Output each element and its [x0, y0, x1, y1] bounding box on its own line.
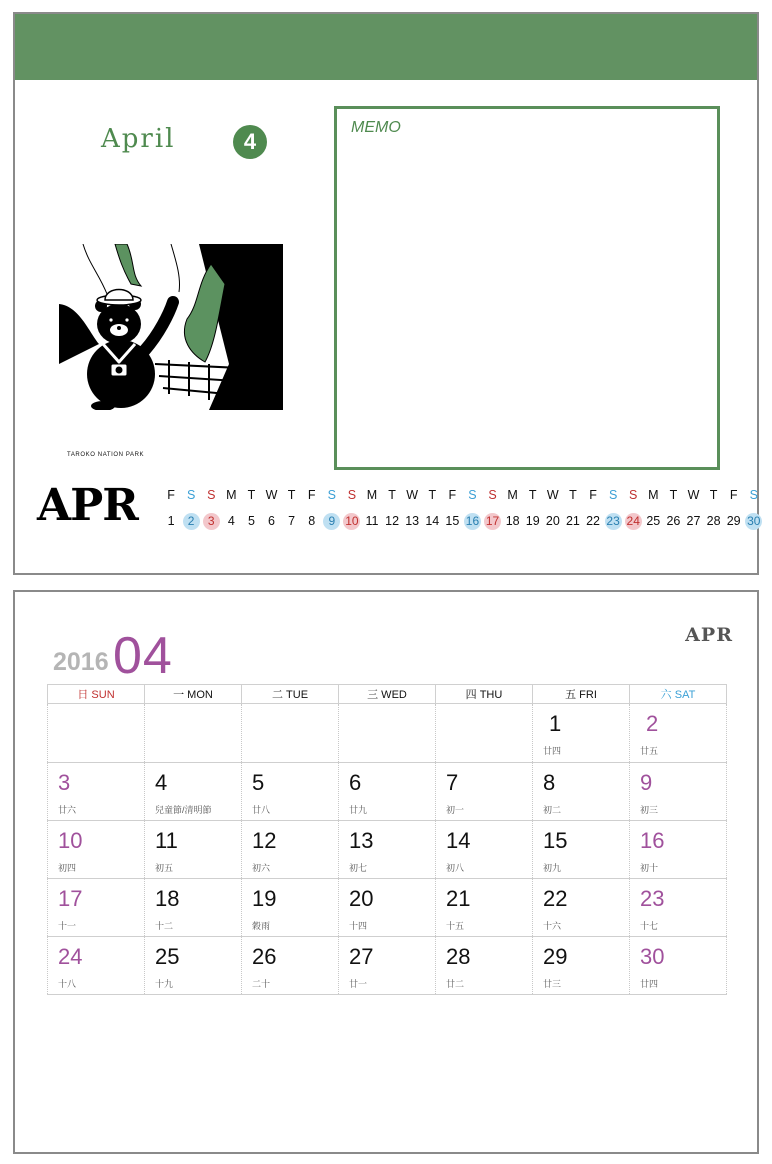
strip-day[interactable]: [362, 514, 382, 528]
strip-day-number: 16: [465, 513, 480, 528]
day-number: 15: [543, 828, 568, 853]
strip-day-number: 18: [505, 514, 520, 528]
strip-day-number: 30: [747, 513, 761, 528]
lunar-date: 初八: [446, 863, 465, 873]
strip-weekday: S: [207, 488, 216, 502]
strip-weekday: W: [406, 488, 419, 502]
lunar-date: 二十: [252, 979, 271, 989]
lunar-date: 初四: [58, 863, 77, 873]
day-cell[interactable]: [436, 879, 533, 937]
strip-weekday: S: [629, 488, 638, 502]
lunar-date: 十一: [58, 921, 77, 931]
strip-day-number: 8: [308, 514, 316, 528]
day-number: 10: [58, 828, 83, 853]
strip-day-number: 6: [268, 514, 275, 528]
strip-weekday: T: [569, 488, 577, 502]
day-cell[interactable]: [339, 821, 436, 879]
day-number: 25: [155, 944, 180, 969]
day-cell[interactable]: [48, 879, 145, 937]
strip-day[interactable]: [563, 514, 583, 528]
strip-day-number: 29: [726, 514, 741, 528]
day-number: 12: [252, 828, 277, 853]
strip-day[interactable]: [261, 514, 281, 528]
day-number: 30: [640, 944, 665, 969]
day-number: 16: [640, 828, 665, 853]
day-cell[interactable]: [533, 821, 630, 879]
lunar-date: 廿四: [640, 979, 659, 989]
strip-day[interactable]: [282, 514, 302, 528]
day-cell: [48, 704, 145, 763]
lunar-date: 廿九: [349, 805, 368, 815]
strip-weekday: S: [347, 488, 357, 502]
strip-day[interactable]: [663, 514, 683, 528]
strip-day[interactable]: [483, 513, 503, 530]
lunar-date: 廿三: [543, 979, 562, 989]
day-number: 24: [58, 944, 83, 969]
day-cell[interactable]: [630, 821, 727, 879]
strip-day-number: 27: [686, 514, 701, 528]
day-cell[interactable]: [533, 763, 630, 821]
lunar-date: 十四: [349, 921, 368, 931]
day-cell[interactable]: [630, 704, 727, 763]
strip-day-number: 21: [565, 514, 580, 528]
strip-day-number: 14: [425, 514, 440, 528]
strip-weekday: W: [265, 488, 278, 502]
strip-day-number: 1: [167, 514, 175, 528]
day-cell[interactable]: [145, 937, 242, 995]
strip-weekday: T: [528, 488, 537, 502]
day-number: 2: [646, 711, 659, 736]
strip-day-number: 11: [365, 514, 379, 528]
weekday-header-tue: 二 TUE: [242, 685, 339, 704]
lunar-date: 廿五: [640, 746, 659, 756]
strip-day[interactable]: [704, 514, 724, 528]
lunar-date: 穀雨: [252, 921, 271, 931]
strip-weekday: T: [247, 488, 256, 502]
day-cell[interactable]: [145, 879, 242, 937]
day-cell[interactable]: [145, 763, 242, 821]
strip-day[interactable]: [683, 514, 703, 528]
day-number: 20: [349, 886, 374, 911]
strip-weekday: M: [366, 488, 378, 502]
lunar-date: 兒童節/清明節: [155, 805, 212, 815]
lunar-date: 廿一: [349, 979, 368, 989]
strip-day[interactable]: [422, 514, 442, 528]
day-number: 28: [446, 944, 471, 969]
strip-day-number: 28: [706, 514, 721, 528]
strip-day-number: 7: [288, 514, 296, 528]
strip-weekday: T: [669, 488, 678, 502]
strip-day-number: 3: [203, 513, 220, 530]
strip-weekday: S: [749, 488, 758, 502]
day-cell[interactable]: [533, 879, 630, 937]
day-cell[interactable]: [630, 937, 727, 995]
strip-day[interactable]: [382, 514, 402, 528]
day-number: 1: [549, 711, 562, 736]
strip-day-number: 23: [606, 513, 620, 528]
strip-day[interactable]: [322, 513, 342, 530]
day-number: 6: [349, 770, 362, 795]
illustration-caption: TAROKO NATION PARK: [67, 452, 145, 458]
month-abbr-large: APR: [37, 480, 138, 531]
lunar-date: 初十: [640, 863, 659, 873]
day-number: 17: [58, 886, 83, 911]
month-strip: [161, 484, 764, 532]
strip-day[interactable]: [724, 514, 744, 528]
strip-day[interactable]: [503, 514, 523, 528]
day-cell[interactable]: [242, 763, 339, 821]
weekday-header-fri: 五 FRI: [533, 685, 630, 704]
calendar-grid: [47, 684, 727, 995]
lunar-date: 初七: [349, 863, 368, 873]
header-band: [15, 14, 757, 80]
lunar-date: 十八: [58, 979, 77, 989]
day-cell[interactable]: [339, 937, 436, 995]
day-number: 23: [640, 886, 665, 911]
day-number: 7: [446, 770, 459, 795]
week-row: [48, 821, 727, 879]
strip-weekday: S: [186, 488, 196, 502]
lunar-date: 初二: [543, 805, 562, 815]
weekday-header-sat: 六 SAT: [630, 685, 727, 704]
lunar-date: 初九: [543, 863, 562, 873]
strip-day[interactable]: [302, 514, 322, 528]
strip-day[interactable]: [221, 514, 241, 528]
strip-weekday: F: [167, 488, 175, 502]
strip-day[interactable]: [342, 513, 362, 530]
strip-day[interactable]: [643, 514, 663, 528]
day-number: 27: [349, 944, 374, 969]
lunar-date: 初六: [252, 863, 271, 873]
week-row: [48, 937, 727, 995]
strip-day-row: [161, 510, 764, 532]
strip-day-number: 24: [626, 513, 640, 528]
day-number: 3: [58, 770, 71, 795]
lunar-date: 廿四: [543, 746, 562, 756]
strip-weekday: W: [546, 488, 559, 502]
day-cell[interactable]: [339, 879, 436, 937]
strip-weekday: F: [589, 488, 597, 502]
weekday-header-sun: 日 SUN: [48, 685, 145, 704]
strip-day[interactable]: [462, 513, 482, 530]
day-number: 22: [543, 886, 568, 911]
lunar-date: 廿二: [446, 979, 465, 989]
strip-weekday: W: [687, 488, 700, 502]
weekday-header-mon: 一 MON: [145, 685, 242, 704]
day-cell[interactable]: [242, 879, 339, 937]
day-number: 13: [349, 828, 374, 853]
strip-weekday: F: [729, 488, 738, 502]
strip-weekday: T: [428, 488, 437, 502]
weekday-header-wed: 三 WED: [339, 685, 436, 704]
strip-weekday-row: [161, 484, 764, 506]
strip-day[interactable]: [402, 514, 422, 528]
strip-day-number: 19: [525, 514, 540, 528]
calendar-bottom-page: [13, 590, 759, 1154]
strip-weekday: M: [648, 488, 659, 502]
lunar-date: 十七: [640, 921, 659, 931]
month-number: 04: [113, 627, 173, 685]
weekday-header-row: [48, 685, 727, 704]
day-cell[interactable]: [630, 879, 727, 937]
strip-day[interactable]: [442, 514, 462, 528]
day-cell[interactable]: [436, 937, 533, 995]
lunar-date: 十六: [543, 921, 562, 931]
day-cell[interactable]: [533, 937, 630, 995]
lunar-date: 廿六: [58, 805, 77, 815]
day-cell[interactable]: [145, 821, 242, 879]
day-number: 9: [640, 770, 653, 795]
strip-day[interactable]: [744, 513, 764, 530]
lunar-date: 十二: [155, 921, 174, 931]
day-cell[interactable]: [436, 763, 533, 821]
week-row: [48, 763, 727, 821]
week-row: [48, 704, 727, 763]
strip-day[interactable]: [543, 514, 563, 528]
strip-weekday: M: [226, 488, 237, 502]
month-abbr: APR: [685, 624, 733, 646]
strip-day-number: 25: [646, 514, 661, 528]
day-number: 21: [446, 886, 471, 911]
strip-day[interactable]: [583, 514, 603, 528]
day-cell: [242, 704, 339, 763]
day-cell[interactable]: [242, 821, 339, 879]
calendar-weeks: [48, 704, 727, 995]
strip-day[interactable]: [603, 513, 623, 530]
strip-weekday: M: [507, 488, 518, 502]
day-cell[interactable]: [48, 937, 145, 995]
memo-box[interactable]: [334, 106, 720, 470]
day-cell[interactable]: [48, 821, 145, 879]
day-number: 18: [155, 886, 180, 911]
day-number: 29: [543, 944, 568, 969]
strip-day[interactable]: [241, 514, 261, 528]
day-cell[interactable]: [339, 763, 436, 821]
day-number: 11: [155, 828, 178, 853]
month-title: April: [101, 124, 176, 154]
day-cell[interactable]: [630, 763, 727, 821]
strip-day[interactable]: [201, 513, 221, 530]
strip-day-number: 12: [385, 514, 400, 528]
lunar-date: 十九: [155, 979, 174, 989]
week-row: [48, 879, 727, 937]
weekday-header-thu: 四 THU: [436, 685, 533, 704]
strip-day-number: 5: [247, 514, 255, 528]
day-cell: [436, 704, 533, 763]
strip-day-number: 20: [545, 514, 560, 528]
month-number-badge: 4: [233, 125, 267, 159]
strip-day-number: 4: [227, 514, 235, 528]
strip-day-number: 9: [323, 513, 340, 530]
strip-weekday: T: [388, 488, 396, 502]
strip-day-number: 17: [485, 513, 500, 528]
day-number: 26: [252, 944, 277, 969]
strip-weekday: F: [307, 488, 316, 502]
memo-label: MEMO: [351, 119, 401, 136]
strip-day[interactable]: [623, 513, 643, 530]
day-cell[interactable]: [533, 704, 630, 763]
strip-weekday: S: [608, 488, 618, 502]
calendar-top-page: [13, 12, 759, 575]
lunar-date: 初五: [155, 863, 174, 873]
day-number: 19: [252, 886, 277, 911]
strip-day-number: 2: [183, 513, 200, 530]
day-number: 14: [446, 828, 471, 853]
day-cell: [145, 704, 242, 763]
day-cell[interactable]: [242, 937, 339, 995]
strip-day[interactable]: [181, 513, 201, 530]
lunar-date: 初一: [446, 805, 465, 815]
strip-weekday: S: [327, 488, 336, 502]
day-cell: [339, 704, 436, 763]
strip-weekday: S: [488, 488, 497, 502]
strip-weekday: T: [709, 488, 718, 502]
strip-day-number: 26: [666, 514, 681, 528]
day-cell[interactable]: [436, 821, 533, 879]
strip-weekday: F: [448, 488, 457, 502]
lunar-date: 十五: [446, 921, 465, 931]
year-label: 2016: [53, 648, 109, 676]
strip-day-number: 22: [586, 514, 600, 528]
lunar-date: 初三: [640, 805, 659, 815]
day-number: 5: [252, 770, 265, 795]
strip-day[interactable]: [523, 514, 543, 528]
strip-day[interactable]: [161, 514, 181, 528]
strip-weekday: T: [287, 488, 296, 502]
bear-illustration: [59, 244, 283, 410]
strip-day-number: 15: [445, 514, 460, 528]
strip-day-number: 13: [405, 514, 420, 528]
day-number: 8: [543, 770, 556, 795]
strip-weekday: S: [468, 488, 477, 502]
day-number: 4: [155, 770, 168, 795]
lunar-date: 廿八: [252, 805, 271, 815]
day-cell[interactable]: [48, 763, 145, 821]
strip-day-number: 10: [345, 513, 359, 528]
